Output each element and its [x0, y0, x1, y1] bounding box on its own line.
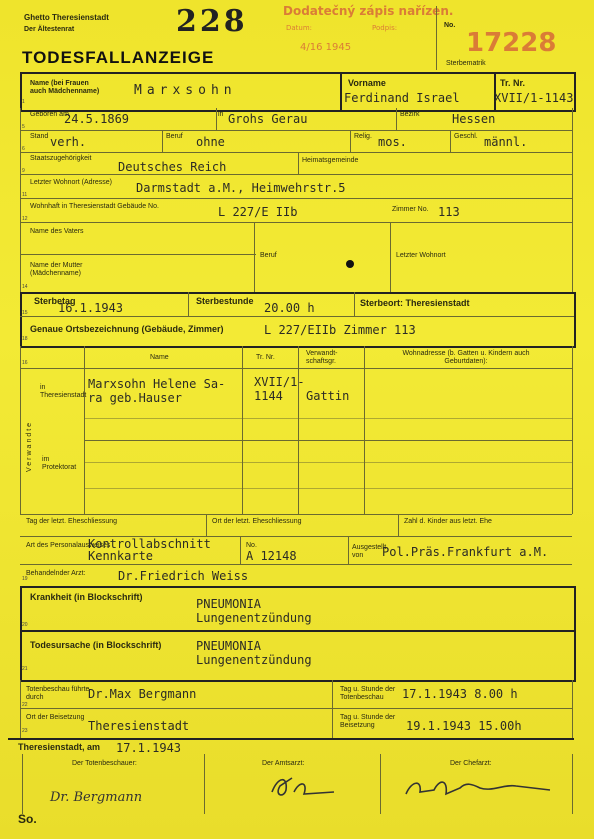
sterbeort-label: Sterbeort: Theresienstadt — [360, 298, 470, 308]
sig-totenbeschauer: Dr. Bergmann — [50, 790, 143, 805]
no-label: No. — [444, 22, 456, 29]
ausgestellt-value: Pol.Präs.Frankfurt a.M. — [382, 545, 549, 559]
relative-trnr-1: XVII/1- — [254, 375, 305, 389]
beisetzung-value: 19.1.1943 15.00h — [406, 719, 522, 733]
beruf2-label: Beruf — [260, 252, 277, 259]
sig-chefarzt — [400, 772, 560, 806]
col-trnr: Tr. Nr. — [256, 354, 275, 361]
trnr-value: XVII/1-1143 — [494, 91, 574, 105]
trnr-label: Tr. Nr. — [500, 78, 526, 88]
stamp-podpis-label: Podpis: — [372, 24, 398, 32]
bezirk-value: Hessen — [452, 112, 496, 126]
relig-label: Relig. — [354, 133, 372, 140]
staats-label: Staatszugehörigkeit — [30, 155, 92, 162]
ausweis-no-label: No. — [246, 542, 257, 549]
geboren-value: 24.5.1869 — [64, 112, 130, 126]
wohnort-value: Darmstadt a.M., Heimwehrstr.5 — [136, 181, 346, 195]
vater-label: Name des Vaters — [30, 228, 84, 235]
relative-verw-1: Gattin — [306, 389, 350, 403]
marriage-tag-label: Tag der letzt. Eheschliessung — [26, 518, 118, 525]
place-date-value: 17.1.1943 — [116, 741, 182, 755]
tag-stunde-value: 17.1.1943 8.00 h — [402, 687, 518, 701]
no-value: 17228 — [466, 28, 557, 58]
ortsbez-label: Genaue Ortsbezeichnung (Gebäude, Zimmer) — [30, 324, 224, 334]
sterbetag-value: 16.1.1943 — [58, 301, 124, 315]
wohnort-label: Letzter Wohnort (Adresse) — [30, 179, 112, 186]
in-label: in — [218, 111, 224, 118]
geschl-label: Geschl. — [454, 133, 478, 140]
name-box — [20, 72, 576, 112]
beruf-label: Beruf — [166, 133, 183, 140]
krankheit-value-1: PNEUMONIA — [196, 597, 262, 611]
place-date-label: Theresienstadt, am — [18, 742, 101, 752]
arzt-label: Behandelnder Arzt: — [26, 570, 86, 577]
bezirk-label: Bezirk — [400, 111, 420, 118]
sterbestunde-label: Sterbestunde — [196, 296, 254, 306]
stamp-date: 4/16 1945 — [300, 42, 352, 53]
arzt-value: Dr.Friedrich Weiss — [118, 569, 249, 583]
im-prot-label: im Protektorat — [42, 456, 77, 471]
ausweis-no-value: A 12148 — [246, 549, 297, 563]
staats-value: Deutsches Reich — [118, 160, 227, 174]
marriage-ort-label: Ort der letzt. Eheschliessung — [212, 518, 302, 525]
wohnhaft-value: L 227/E IIb — [218, 205, 298, 219]
stamp-datum-label: Datum: — [286, 24, 313, 32]
sig-totenbeschauer-label: Der Totenbeschauer: — [72, 760, 137, 767]
relig-value: mos. — [378, 135, 407, 149]
handwritten-number: 228 — [176, 4, 248, 39]
footer-so: So. — [18, 812, 37, 826]
vorname-label: Vorname — [348, 78, 386, 88]
stand-label: Stand — [30, 133, 49, 140]
heimat-label: Heimatsgemeinde — [302, 157, 359, 164]
document-page: Ghetto Theresienstadt Der Ältestenrat TODESFALLANZEIGE 228 Dodatečný zápis nařízen. Datum: Podpis: 4/16 1945 No. 17228 Sterbematrik Name (bei Frauen auch Mädchenname) Marxsohn Vorname Ferdinand Israel Tr. Nr. XVII/1-1143 Geboren am 24.5.1869 in Grohs Gerau Bezirk Hessen Stand verh. Beruf ohne Relig. mos. Geschl. männl. Staatszugehörigkeit Deutsches Reich Heimatsgemeinde Letzter Wohnort (Adresse) Darmstadt a.M., Heimwehrstr.5 Wohnhaft in Theresienstadt Gebäude No. L 227/E IIb Zimmer No. 113 Name des Vaters Name der Mutter (Mädchenname) Beruf Letzter Wohnort Sterbetag 16.1.1943 Sterbestunde 20.00 h Sterbeort: Theresienstadt Genaue Ortsbezeichnung (Gebäude, Zimmer) L 227/EIIb Zimmer 113 Name Tr. Nr. Verwandt-schaftsgr. Wohnadresse (b. Gatten u. Kindern auch Geburtdaten): Verwandte in Theresienstadt im Protektorat Marxsohn Helene Sa- ra geb.Hauser XVII/1- 1144 Gattin Tag der letzt. Eheschliessung Ort der letzt. Eheschliessung Zahl d. Kinder aus letzt. Ehe Art des Personalausweises Kontrollabschnitt Kennkarte No. A 12148 Ausgestellt von Pol.Präs.Frankfurt a.M. Behandelnder Arzt: Dr.Friedrich Weiss Krankheit (in Blockschrift) PNEUMONIA Lungenentzündung Todesursache (in Blockschrift) PNEUMONIA Lungenentzündung Totenbeschau führte durch Dr.Max Bergmann Tag u. Stunde der Totenbeschau 17.1.1943 8.00 h Ort der Beisetzung Theresienstadt Tag u. Stunde der Beisetzung 19.1.1943 15.00h Theresienstadt, am 17.1.1943 Der Totenbeschauer: Der Amtsarzt: Der Chefarzt: Dr. Bergmann So. 1 5 6 9 11 12 14 15 18 16 19 20 21 22 23 — [0, 0, 594, 839]
verwandte-side-label: Verwandte — [26, 420, 33, 472]
stand-value: verh. — [50, 135, 87, 149]
geschl-value: männl. — [484, 135, 528, 149]
geboren-label: Geboren am — [30, 111, 69, 118]
relative-trnr-1b: 1144 — [254, 389, 283, 403]
letzter-wohnort-label: Letzter Wohnort — [396, 252, 446, 259]
beschau-label: Totenbeschau führte durch — [26, 686, 90, 701]
krankheit-value-2: Lungenentzündung — [196, 611, 312, 625]
vorname-value: Ferdinand Israel — [344, 91, 460, 105]
ausgestellt-label: Ausgestellt von — [352, 544, 387, 559]
ausweis-value-2: Kennkarte — [88, 549, 154, 563]
col-verw: Verwandt-schaftsgr. — [306, 350, 338, 365]
beruf-value: ohne — [196, 135, 225, 149]
stamp-text: Dodatečný zápis nařízen. — [283, 4, 454, 18]
col-addr: Wohnadresse (b. Gatten u. Kindern auch Geburtdaten): — [402, 350, 530, 365]
beisetzung-label: Tag u. Stunde der Beisetzung — [340, 714, 396, 729]
ausweis-label: Art des Personalausweises — [26, 542, 111, 549]
in-ther-label: in Theresienstadt — [40, 384, 87, 399]
name-value: Marxsohn — [134, 83, 237, 98]
todesursache-label: Todesursache (in Blockschrift) — [30, 640, 162, 650]
tag-stunde-label: Tag u. Stunde der Totenbeschau — [340, 686, 396, 701]
ortsbez-value: L 227/EIIb Zimmer 113 — [264, 323, 416, 337]
sterbestunde-value: 20.00 h — [264, 301, 315, 315]
beisetzung-ort-label: Ort der Beisetzung — [26, 714, 85, 721]
krankheit-label: Krankheit (in Blockschrift) — [30, 592, 143, 602]
sterbematrik-label: Sterbematrik — [446, 60, 486, 67]
council-label: Der Ältestenrat — [24, 26, 75, 33]
beisetzung-ort-value: Theresienstadt — [88, 719, 190, 733]
ghetto-label: Ghetto Theresienstadt — [24, 13, 109, 22]
sig-amtsarzt — [264, 772, 344, 802]
zimmer-label: Zimmer No. — [392, 206, 429, 213]
wohnhaft-label: Wohnhaft in Theresienstadt Gebäude No. — [30, 203, 159, 210]
ausweis-value: Kontrollabschnitt — [88, 537, 211, 551]
mutter-label: Name der Mutter (Mädchenname) — [30, 262, 83, 277]
marriage-kinder-label: Zahl d. Kinder aus letzt. Ehe — [404, 518, 492, 525]
relative-name-1: Marxsohn Helene Sa- — [88, 377, 226, 391]
relative-name-1b: ra geb.Hauser — [88, 391, 182, 405]
document-title: TODESFALLANZEIGE — [22, 48, 215, 67]
sig-amtsarzt-label: Der Amtsarzt: — [262, 760, 305, 767]
sterbetag-label: Sterbetag — [34, 296, 76, 306]
ink-dot — [346, 260, 354, 268]
in-value: Grohs Gerau — [228, 112, 308, 126]
zimmer-value: 113 — [438, 205, 460, 219]
todesursache-value-1: PNEUMONIA — [196, 639, 262, 653]
todesursache-value-2: Lungenentzündung — [196, 653, 312, 667]
sig-chefarzt-label: Der Chefarzt: — [450, 760, 492, 767]
col-name: Name — [150, 354, 169, 361]
beschau-value: Dr.Max Bergmann — [88, 687, 197, 701]
name-label: Name (bei Frauen auch Mädchenname) — [30, 80, 100, 95]
